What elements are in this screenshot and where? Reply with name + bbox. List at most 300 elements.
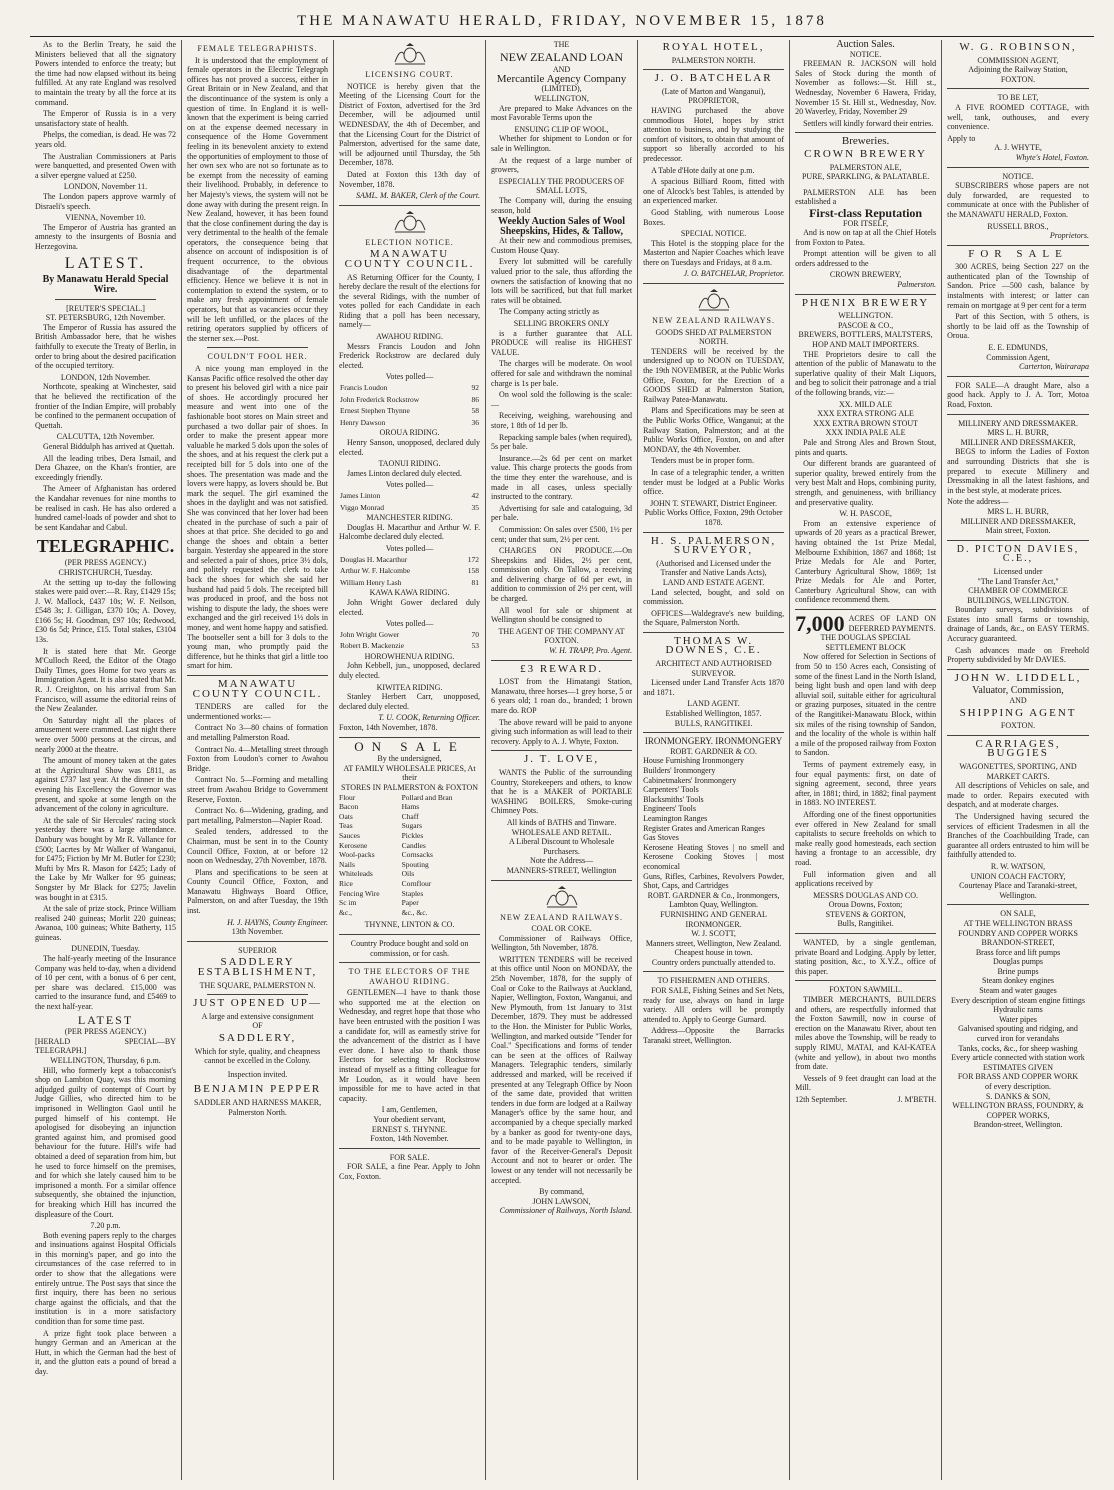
signature: W. H. TRAPP, Pro. Agent. — [549, 646, 633, 656]
column-1 — [30, 40, 182, 1480]
dateline: CALCUTTA, 12th November. — [56, 432, 155, 442]
dateline: ST. PETERSBURG, 12th November. — [45, 313, 166, 323]
divider — [339, 737, 480, 738]
ad-text: Valuator, Commission, — [972, 685, 1064, 697]
goods-item: &c., — [339, 907, 352, 917]
ad-text: THE Proprietors desire to call the attention of the public of Manawatu to the superlative quality of their Malt Liquors, and beg to solicit their patronage and a trial of the following brands, viz:— — [795, 349, 937, 397]
robinson-heading: W. G. ROBINSON, — [959, 41, 1077, 53]
carriages-heading: CARRIAGES, BUGGIES — [975, 737, 1061, 760]
ad-text: Douglas H. Macarthur and Arthur W. F. Halcombe declared duly elected. — [339, 522, 481, 542]
ad-text: Sealed tenders, addressed to the Chairman, must be sent in to the County Council Office, Foxton, at or before 12 noon on Wednesday, 27th November, 1878. — [187, 827, 329, 866]
column-4 — [486, 40, 638, 1480]
ad-text: TENDERS are called for the undermentioned works:— — [187, 702, 329, 721]
ad-text: A FIVE ROOMED COTTAGE, with well, tank, outhouses, and every convenience. — [947, 102, 1089, 132]
vote-count: 36 — [471, 417, 480, 427]
goods-item: Sugars — [401, 821, 423, 831]
article-text: A nice young man employed in the Kansas Pacific office resolved the other day to present his beloved girl with a nice pair of shoes. He accordingly procured her measure and went into one of the fashionable boot stores on Main street and purchased a two dollar pair of shoes. In order to make the present appear more valuable he marked 5 dols upon the soles of the shoes, and at his request the clerk put a receipted bill for 5 dols into one of the shoes. The presentation was made and the lovers were happy, as lovers should be. But mark the sequel. The girl examined the shoes in the daylight and was not satisfied. She was convinced that her lover had been cheated in the purchase of such a pair of shoes at that price. She decided to go and change the shoes and obtain a better bargain. Yesterday she appeared in the store and selected a pair of shoes, price 3½ dols, and politely requested the clerk to take back the shoes for which she said her husband had paid 5 dols. The receipted bill was produced in proof, and the boss not wishing to dispute the lady, the shoes were exchanged and the girl received 1½ dols in money, and went home happy and satisfied. The bootseller sent a bill for 3 dols to the young man, who promptly paid the difference, but he thinks that girl a little too smart for him. — [187, 364, 329, 671]
ad-text: STORES IN PALMERSTON & FOXTON — [341, 783, 479, 792]
firm-name: S. DANKS & SON, — [985, 1091, 1051, 1101]
firm-name: THYNNE, LINTON & CO. — [364, 920, 455, 930]
royal-crest-icon — [391, 210, 429, 234]
vote-count: 35 — [471, 502, 480, 512]
ad-text: Full information given and all applications received by — [795, 869, 937, 889]
article-text: At the sale of prize stock, Prince William realised 240 guineas; Morlit 220 guineas; Awanoa, 100 guineas; White Batherty, 115 guineas. — [35, 904, 177, 942]
article-text: Hill, who formerly kept a tobacconist's shop on Lambton Quay, was this morning adjudged guilty of contempt of Court by Judge Gillies, who directed him to be imprisoned in Wellington Gaol until he purged himself of his contempt. He apologised for disobeying an injunction granted against him, and promised good behaviour for the future. Hill's wife had obtained a deed of separation from him, but he used to force himself on the premises, and for which she lately caused him to be imprisoned a month. For a similar offence subsequently, she obtained the injunction, for breaking which Hill has incurred the displeasure of the Court. — [35, 1065, 177, 1219]
ad-text: FOR BRASS AND COPPER WORK — [957, 1072, 1079, 1082]
fishermen-heading: TO FISHERMEN AND OTHERS. — [657, 976, 770, 986]
ad-text: Adjoining the Railway Station, — [968, 65, 1068, 75]
divider — [795, 933, 936, 934]
royal-crest-icon — [391, 42, 429, 66]
ad-text: The Company will, during the ensuing season, hold — [491, 195, 633, 215]
ad-text: A Table d'Hote daily at one p.m. — [651, 165, 755, 175]
ironmongery-item: Guns, Rifles, Carbines, Revolvers Powder, Shot, Caps, and Cartridges — [643, 871, 785, 891]
article-text: The Emperor of Austria has granted an amnesty to the insurgents of Bosnia and Herzegovina. — [35, 222, 177, 251]
ad-text: NOTICE is hereby given that the Meeting of the Licensing Court for the District of Foxton, advertised for the 3rd December, will be adjourned until WEDNESDAY, the 4th of December, and that the Licensing Court for the District of Palmerston, advertised for the same date, will be adjourned until Thursday, the 5th December, 1878. — [339, 81, 481, 168]
ad-address: Main street, Foxton. — [985, 526, 1051, 536]
ad-text: AND — [552, 65, 571, 75]
ad-text: FOR SALE—A draught Mare, also a good hack. Apply to J. A. Torr, Motoa Road, Foxton. — [947, 380, 1089, 409]
ad-address: Oroua Downs, Foxton; — [828, 900, 903, 910]
divider — [947, 669, 1089, 670]
ad-text: Public Works Office, Foxton, 29th October 1878. — [644, 508, 783, 527]
firm-name: MESSRS DOUGLAS AND CO. — [813, 890, 919, 900]
ad-text: FOR SALE, Fishing Seines and Set Nets, ready for use, always on hand in large variety. All orders will be promptly attended to. Apply to George Gurnard. — [643, 986, 785, 1024]
acres-text: ACRES OF LAND ON DEFERRED PAYMENTS. — [848, 614, 937, 633]
riding-name: AWAHOU RIDING. — [376, 332, 443, 342]
riding-name: OROUA RIDING. — [379, 428, 440, 438]
article-text: The Emperor of Russia is in a very unsatisfactory state of health. — [35, 109, 177, 128]
candidate-name: Ernest Stephen Thynne — [340, 406, 410, 416]
goods-row — [339, 898, 480, 908]
riding-name: KAWA KAWA RIDING. — [369, 588, 450, 598]
ad-text: And is now on tap at all the Chief Hotels from Foxton to Patea. — [795, 228, 937, 247]
female-telegraphists-heading: FEMALE TELEGRAPHISTS. — [197, 44, 318, 53]
reputation-heading: First-class Reputation — [809, 205, 923, 220]
ad-text: Repacking sample bales (when required), 5s per bale. — [491, 432, 633, 452]
divider — [795, 609, 936, 610]
onsale-heading: ON SALE, — [1000, 909, 1036, 919]
divider — [339, 1148, 480, 1149]
ironmongery-item: Blacksmiths' Tools — [643, 794, 704, 804]
candidate-name: Robert B. Mackenzie — [340, 641, 404, 651]
article-text: All the leading tribes, Dera Ismail, and Dera Ghazee, on the Khan's frontier, are exceedingly friendly. — [35, 453, 177, 482]
divider — [947, 167, 1089, 168]
ad-text: Commission: On sales over £500, 1½ per cent; under that sum, 2½ per cent. — [491, 524, 633, 544]
ad-text: This Hotel is the stopping place for the Masterton and Napier Coaches which leave there on Tuesdays and Fridays, at 8 a.m. — [643, 238, 785, 267]
goods-row — [339, 812, 480, 822]
goods-item: Oats — [339, 811, 353, 821]
brass-list — [947, 948, 1089, 1063]
ad-text: Henry Sanson, unopposed, declared duly elected. — [339, 438, 481, 457]
firm-name: A. J. WHYTE, — [994, 143, 1042, 153]
signature: SAML. M. BAKER, Clerk of the Court. — [356, 191, 481, 201]
votes-table — [339, 629, 480, 652]
contract-item: Contract No. 6—Widening, grading, and part metalling, Palmerston—Napier Road. — [187, 806, 329, 825]
firm-name: ROBT. GARDNER & CO. — [670, 746, 757, 756]
divider — [491, 660, 632, 661]
article-text: Northcote, speaking at Winchester, said that he believed the rectification of the frontier of the Indian Empire, will probably be confined to the permanent occupation of Quettah. — [35, 382, 177, 430]
divider — [643, 632, 784, 633]
ad-text: Commission Agent, — [986, 352, 1050, 362]
riding-name: KIWITEA RIDING. — [376, 682, 443, 692]
phoenix-heading: PHŒNIX BREWERY — [801, 296, 930, 309]
ad-text: COMMISSION AGENT, — [977, 55, 1059, 65]
dateline: WELLINGTON, Thursday, 6 p.m. — [50, 1056, 161, 1065]
ad-text: On wool sold the following is the scale:— — [491, 390, 633, 409]
royal-crest-icon — [543, 885, 581, 909]
ironmongery-heading: IRONMONGERY. IRONMONGERY — [644, 736, 783, 747]
ad-text: BEGS to inform the Ladies of Foxton and surrounding Districts that she is prepared to execute Millinery and Dressmaking in all the latest fashions, and in the best style, at moderate prices. — [947, 447, 1089, 495]
contract-item: Contract No. 4—Metalling street through Foxton from Loudon's corner to Awahou Bridge. — [187, 744, 329, 773]
ad-text: LAND AND ESTATE AGENT. — [662, 577, 765, 587]
goods-row — [339, 850, 480, 860]
goods-item: Fencing Wire — [339, 888, 380, 898]
ad-text: Boundary surveys, subdivisions of Estates into small farms or township, drainage of Lands, &c., on EASY TERMS. Accuracy guaranteed. — [947, 605, 1089, 644]
divider — [339, 205, 480, 206]
candidate-name: James Linton — [340, 490, 381, 500]
millinery-heading: MILLINERY AND DRESSMAKER. — [958, 418, 1078, 428]
ad-address: MANNERS-STREET, Wellington — [506, 865, 617, 875]
ad-text: Tenders must be in proper form. — [651, 456, 755, 466]
brass-item: Every description of steam engine fittings — [951, 995, 1086, 1005]
ad-text: of every description. — [985, 1082, 1052, 1091]
telegraphic-heading: TELEGRAPHIC. — [36, 536, 175, 557]
ironmongery-item: Cabinetmakers' Ironmongery — [643, 775, 737, 785]
ad-address: Carterton, Wairarapa — [1019, 362, 1089, 372]
ad-text: All wool for sale or shipment at Wellington should be consigned to — [491, 605, 633, 625]
firm-name: MRS L. H. BURR, — [987, 506, 1049, 516]
pepper-name: BENJAMIN PEPPER — [193, 1083, 322, 1096]
ad-text: A spacious Billiard Room, fitted with one of Alcock's best Tables, is attended by an experienced marker. — [643, 177, 785, 206]
latest-heading: LATEST. — [64, 255, 147, 273]
downes-heading: THOMAS W. DOWNES, C.E. — [665, 634, 762, 657]
ad-text: By the undersigned, — [377, 754, 442, 764]
ad-date: Foxton, 14th November, 1878. — [339, 723, 438, 733]
ad-text: The charges will be moderate. On wool offered for sale and withdrawn the nominal charge is 1s per bale. — [491, 359, 633, 388]
goods-item: Cornsacks — [401, 850, 433, 860]
riding-name: MANCHESTER RIDING. — [366, 513, 453, 523]
votes-label: Votes polled— — [385, 619, 434, 629]
brass-item: Steam and water gauges — [979, 986, 1057, 996]
goods-row — [339, 802, 480, 812]
dateline: DUNEDIN, Tuesday. — [71, 944, 140, 954]
ad-text: A large and extensive consignment — [201, 1011, 314, 1021]
ad-text: Settlers will kindly forward their entries. — [803, 118, 934, 128]
dateline: VIENNA, November 10. — [65, 213, 146, 223]
vote-row — [339, 554, 480, 566]
goods-item: Sauces — [339, 830, 360, 840]
ad-date: 12th September. — [795, 1094, 848, 1104]
column-7 — [942, 40, 1094, 1480]
royal-crest-icon — [695, 288, 733, 312]
vote-count: 92 — [471, 383, 480, 393]
ad-text: THE — [553, 40, 570, 49]
goods-item: Candles — [401, 840, 426, 850]
article-text: The Emperor of Russia has assured the British Ambassador here, that he wishes faithfully to execute the Treaty of Berlin, in order to bring about the desired pacification of the occupied territory. — [35, 322, 177, 371]
signature: T. U. COOK, Returning Officer. — [378, 713, 481, 723]
ad-text: (Late of Marton and Wanganui), — [661, 86, 766, 96]
ad-text: James Linton declared duly elected. — [347, 468, 462, 478]
goods-item: Spouting — [401, 859, 429, 869]
ad-text: Dated at Foxton this 13th day of November, 1878. — [339, 169, 481, 189]
ad-text: Note the address— — [947, 497, 1009, 507]
article-text: The Ameer of Afghanistan has ordered the Kandahar revenues for nine months to be realised in cash. He has also ordered a hundred camel-loads of powder and shot to be sent Kandahar and Cabul. — [35, 484, 177, 532]
council-heading: MANAWATU COUNTY COUNCIL. — [344, 248, 475, 270]
latest-subheading: By Manawatu Herald Special Wire. — [42, 274, 169, 296]
ad-text: TENDERS will be received by the undersigned up to NOON on TUESDAY, the 19th NOVEMBER, at the Public Works Office, Foxton, for the Erection of a GOODS SHED at Palmerston Station, Railway Patea-Manawatu. — [643, 346, 785, 404]
ad-text: Our different brands are guaranteed of superior quality, brewed entirely from the very best Malt and Hops, combining purity, strength, and genuineness, with brilliancy and preservative quality. — [795, 459, 937, 507]
vote-row — [339, 394, 480, 406]
column-3 — [334, 40, 486, 1480]
ad-address: PALMERSTON NORTH. — [671, 55, 756, 65]
goods-item: Hams — [401, 802, 420, 812]
brass-item: Steam donkey engines — [982, 976, 1055, 986]
ad-text: Stanley Herbert Carr, unopposed, declared duly elected. — [339, 692, 481, 711]
article-text: The London papers approve warmly of Disraeli's speech. — [35, 191, 177, 211]
goods-item: Wool-packs — [339, 850, 375, 860]
picton-heading: D. PICTON DAVIES, C.E., — [956, 543, 1080, 565]
divider — [339, 962, 480, 963]
ad-text: SUPERIOR — [238, 945, 277, 955]
divider — [795, 980, 936, 981]
brand-item: XX. MILD ALE — [839, 399, 893, 409]
article-text: The amount of money taken at the gates at the Agricultural Show was £811, as against £737 last year. At the dinner in the evening his Excellency the Governor was present, and spoke at some length on the advancement of the colony in agriculture. — [35, 756, 177, 814]
ad-address: THE SQUARE, PALMERSTON N. — [199, 980, 316, 990]
brass-item: Brass force and lift pumps — [975, 947, 1061, 957]
riding-name: TAONUI RIDING. — [378, 459, 441, 469]
ad-text: OFFICES—Waldegrave's new building, the Square, Palmerston North. — [643, 608, 785, 628]
ad-text: GOODS SHED AT PALMERSTON NORTH. — [655, 327, 772, 347]
divider — [207, 994, 308, 995]
goods-item: Staples — [401, 888, 424, 898]
ad-text: Cash advances made on Freehold Property subdivided by Mr DAVIES. — [947, 645, 1089, 665]
ad-text: Whether for shipment to London or for sale in Wellington. — [491, 134, 633, 153]
reward-heading: £3 REWARD. — [520, 662, 604, 675]
firm-name: PASCOE & CO., — [837, 320, 894, 330]
ad-text: THE DOUGLAS SPECIAL SETTLEMENT BLOCK — [820, 633, 911, 652]
election-heading: ELECTION NOTICE. — [365, 237, 454, 247]
ad-text: Licensed under Land Transfer Acts 1870 and 1871. — [643, 678, 785, 697]
vote-row — [339, 382, 480, 394]
brass-item: Tanks, cocks, &c., for sheep washing — [958, 1043, 1078, 1053]
firm-name: UNION COACH FACTORY, — [970, 871, 1066, 881]
ad-text: (LIMITED), — [541, 84, 582, 94]
ad-text: WRITTEN TENDERS will be received at this office until Noon on MONDAY, the 25th November, 1878, for the supply of Coal or Coke to the Railways at Auckland, Napier, Wellington, Foxton, Wanganui, and New Plymouth, from 1st January to 31st December, 1879. They must be addressed to the Hon. the Minister for Public Works, Wellington, and marked outside "Tender for Coal." Specifications and forms of tender can be seen at the offices of Railway Managers. Telegraphic tenders, similarly addressed and marked, will be received if presented at any Telegraph Office by Noon of the same date, provided that written tenders in due form are lodged at a Railway Manager's office by the same hour, and accompanied by a cheque specially marked by a banker as good for twenty-one days, and to be made payable to Wellington, in favor of the Receiver-General's Deposit Account and not to bearer or order. The lowest or any tender will not necessarily be accepted. — [491, 954, 633, 1185]
vote-count: 53 — [471, 641, 480, 651]
council-heading: MANAWATU COUNTY COUNCIL. — [192, 678, 323, 700]
brass-item: Hydraulic rams — [993, 1005, 1043, 1015]
brand-item: XXX INDIA PALE ALE — [825, 428, 906, 438]
brass-item: Brine pumps — [997, 966, 1039, 976]
candidate-name: Viggo Monrad — [340, 502, 384, 512]
signature: JOHN T. STEWART, District Engineer. — [650, 498, 777, 508]
ad-text: SELLING BROKERS ONLY — [513, 319, 610, 329]
ad-text: THE AGENT OF THE COMPANY AT FOXTON. — [498, 626, 625, 646]
vote-count: 58 — [471, 406, 480, 416]
forsale-heading: FOR SALE — [968, 247, 1068, 260]
vote-count: 158 — [467, 566, 480, 576]
ad-text: Every lot submitted will be carefully valued prior to the sale, thus affording the owners the satisfaction of knowing that no lots will be sacrificed, but that full market rates will be obtained. — [491, 257, 633, 305]
ad-text: In case of a telegraphic tender, a written tender must be lodged at a Public Works office. — [643, 467, 785, 497]
goods-item: Paper — [401, 898, 419, 908]
ad-address: Whyte's Hotel, Foxton. — [1015, 152, 1089, 162]
source-tag: (PER PRESS AGENCY.) — [64, 1027, 147, 1037]
ad-text: The Company acting strictly as — [499, 307, 600, 317]
notice-heading: NOTICE. — [1002, 171, 1034, 181]
ad-text: LAND AGENT. — [687, 699, 740, 709]
ad-text: AT THE WELLINGTON BRASS FOUNDRY AND COPPER WORKS — [958, 918, 1078, 938]
ad-text: Prompt attention will be given to all orders addressed to the — [795, 249, 937, 268]
ad-text: Now offered for Selection in Sections of from 50 to 150 Acres each, Consisting of some of the finest Land in the North Island, being light bush and open land with deep alluvial soil, suitable either for agricultural or grazing purposes, situated in the centre of the Rangitikei-Manawatu Block, within six miles of the rising township of Sandon, and the locality of the whole is within half a mile of the proposed railway from Foxton to Sandon. — [795, 652, 937, 758]
goods-item: Whiteleads — [339, 869, 373, 879]
goods-item: Kerosene — [339, 840, 368, 850]
ad-text: GENTLEMEN—I have to thank those who supported me at the election on Wednesday, and regret hope that those who have been entrusted with the position I was a candidate for, will as earnestly strive for the advancement of the district as I have ever done. I have also to thank those Electors for selecting Mr Rockstrow instead of myself as a fitting colleague for Mr Loudon, as it would have been impossible for me to have acted in that capacity. — [339, 988, 481, 1103]
ad-text: Terms of payment extremely easy, in four equal payments: first, on date of signing agreement, second, three years after, in 1881; third, in 1882; final payment in 1883. NO INTEREST. — [795, 759, 937, 808]
ad-text: At their new and commodious premises, Custom House Quay. — [491, 236, 633, 255]
vote-count: 172 — [467, 554, 480, 564]
railways-heading: NEW ZEALAND RAILWAYS. — [500, 912, 623, 922]
article-text: As to the Berlin Treaty, he said the Ministers believed that all the signatory Powers intended to enforce the treaty; but the time had now elapsed without its being fulfilled. At any rate England was resolved to maintain the treaty by all the force at its command. — [35, 40, 177, 107]
dateline: LONDON, November 11. — [63, 182, 148, 192]
ad-address: Manners street, Wellington, New Zealand. — [645, 938, 782, 948]
goods-item: Nails — [339, 859, 355, 869]
vote-row — [339, 640, 480, 652]
article-text: On Saturday night all the places of amusement were crammed. Last night there were over 5000 persons at the circus, and nearly 2000 at the theatre. — [35, 715, 177, 754]
source-tag: [HERALD SPECIAL—BY TELEGRAPH.] — [35, 1036, 177, 1056]
ad-address: FOXTON. — [1000, 74, 1036, 84]
goods-row — [339, 841, 480, 851]
ad-text: The Undersigned having secured the services of efficient Tradesmen in all the Branches of the Coachbuilding Trade, can guarantee all orders entrusted to him will be faithfully attended to. — [947, 811, 1089, 860]
votes-label: Votes polled— — [385, 543, 434, 553]
ad-text: Plans and Specifications may be seen at the Public Works Office, Wanganui; at the Railway Station, Palmerston; and at the Public Works Office, Foxton, on and after MONDAY, the 4th November. — [643, 406, 785, 454]
ad-text: Are prepared to Make Advances on the most Favorable Terms upon the — [491, 103, 633, 123]
divider — [947, 540, 1089, 541]
article-text: The half-yearly meeting of the Insurance Company was held to-day, when a dividend of 10 per cent, with a bonus of 6 per cent, per share was declared. £15,000 was carried to the insurance fund, and £5469 to the next half-year. — [35, 954, 177, 1012]
vote-row — [339, 502, 480, 514]
votes-table — [339, 490, 480, 513]
divider — [491, 880, 632, 881]
onsale-heading: ON SALE — [354, 738, 465, 754]
ad-text: By command, — [539, 1187, 584, 1197]
goods-item: Teas — [339, 821, 353, 831]
ad-text: Apply to — [947, 133, 976, 143]
ironmongery-item: Kerosene Heating Stoves | no smell and Kerosene Cooking Stoves | most economical — [643, 842, 785, 871]
goods-item: Sc im — [339, 898, 357, 908]
shipping-heading: SHIPPING AGENT — [959, 706, 1077, 719]
divider — [795, 132, 936, 133]
ad-text: SPECIAL NOTICE. — [680, 229, 747, 239]
column-2 — [182, 40, 334, 1480]
ad-text: AND — [1009, 696, 1027, 706]
ad-text: Land selected, bought, and sold on commission. — [643, 587, 785, 607]
ad-text: A Liberal Discount to Wholesale Purchasers. — [508, 837, 615, 856]
ad-text: WELLINGTON, — [534, 93, 589, 103]
goods-row — [339, 869, 480, 879]
saddlery-heading: SADDLERY ESTABLISHMENT, — [197, 956, 318, 979]
goods-row — [339, 821, 480, 831]
ad-text: Country Produce bought and sold on commission, or for cash. — [350, 938, 469, 958]
column-6 — [790, 40, 942, 1480]
notice-heading: NOTICE. — [849, 49, 882, 59]
ad-text: WANTS the Public of the surrounding Country, Storekeepers and others, to know that he is a MAKER of PORTABLE WASHING BOILERS, Smoke-curing Chimney Pots. — [491, 767, 633, 816]
latest2-heading: LATEST — [77, 1012, 134, 1027]
goods-item: Bacon — [339, 802, 359, 812]
ad-address: Brandon-street, Wellington. — [973, 1120, 1063, 1130]
votes-table — [339, 382, 480, 428]
signature: ERNEST S. THYNNE. — [371, 1124, 448, 1134]
article-text: At the sale of Sir Hercules' racing stock yesterday there was a large attendance. Danbury was bought by Mr R. Vallance for £500; Lacrtes by Mr Walker of Wanganui, for £475; Fiction by Mr M. Butler for £230; Mufti by Mrs R. Mason for £425; Lady of the Lake by Mr Walker for 95 guineas; Songster by Mr Black for £275; Javelin was bought in at £315. — [35, 815, 177, 902]
goods-table — [339, 793, 480, 918]
ad-text: Your obedient servant, — [373, 1115, 446, 1124]
vote-row — [339, 417, 480, 429]
ad-text: FOR ITSELF, — [843, 218, 889, 228]
ironmongery-item: Gas Stoves — [643, 833, 679, 843]
ironmongery-item: Carpenters' Tools — [643, 785, 699, 795]
ad-text: CROWN BREWERY, — [829, 270, 902, 280]
ad-text: PURE, SPARKLING, & PALATABLE. — [801, 172, 930, 182]
divider — [491, 750, 632, 751]
ad-text: Messrs Francis Loudon and John Frederick Rockstrow are declared duly elected. — [339, 341, 481, 370]
article-text: It is understood that the employment of female operators in the Electric Telegraph offices has not proved a success, either in Great Britain or in New Zealand, and that the discontinuance of the system is only a question of time. In England it is well-known that the experiment is being carried on at the expense deemed necessary in consequence of the Home Government feeling in its benevolent anxiety to extend the opportunities of employment to those of her own sex who are not so fortunate as to be exempt from the necessity of earning their livelihood. Probably, in deference to her Majesty's views, the system will not be done away with during the present reign. In New Zealand, however, it has been found that the close confinement during the day is very detrimental to the health of the female operators, the consequence being that absence on account of indisposition is of frequent occurrence, to the obvious disadvantage of the departmental efficiency. Hence we believe it is not in contemplation to extend the system, or to make any fresh appointment of female operators, but that as vacancies occur they will be left unfilled, or the places of the retiring operators supplied by officers of the sterner sex.—Post. — [187, 55, 329, 343]
ad-text: WELLINGTON BRASS, FOUNDRY, & COPPER WORKS, — [952, 1101, 1084, 1120]
ad-text: John Kebbell, jun., unopposed, declared duly elected. — [339, 661, 481, 681]
divider — [187, 675, 328, 676]
contract-item: Contract No 3—80 chains of formation and metalling Palmerston Road. — [187, 723, 329, 742]
ad-text: All descriptions of Vehicles on sale, and made to order. Repairs executed with despatch, and at moderate charges. — [947, 781, 1089, 810]
divider — [643, 69, 784, 70]
vote-count: 42 — [471, 490, 480, 500]
ad-text: ENSUING CLIP OF WOOL, — [514, 124, 609, 134]
acres-figure: 7,000 — [795, 610, 845, 636]
brass-item: Galvanised spouting and ridging, and curved iron for verandahs — [958, 1024, 1078, 1044]
votes-label: Votes polled— — [385, 480, 434, 490]
ad-text: (Authorised and Licensed under the Transfer and Native Lands Acts), — [656, 558, 771, 578]
vote-row — [339, 405, 480, 417]
electors-heading: TO THE ELECTORS OF THE AWAHOU RIDING. — [348, 967, 471, 986]
votes-label: Votes polled— — [385, 372, 434, 382]
signature: W. H. PASCOE, — [839, 509, 892, 519]
goods-row — [339, 879, 480, 889]
ad-text: John Wright Gower declared duly elected. — [339, 597, 481, 617]
ad-address: BRANDON-STREET, — [981, 938, 1055, 948]
vote-count: 86 — [471, 394, 480, 404]
divider — [55, 299, 156, 300]
divider — [795, 294, 936, 295]
railways-heading: NEW ZEALAND RAILWAYS. — [652, 316, 775, 326]
ad-text: COAL OR COKE. — [531, 924, 592, 934]
signature: H. J. HAYNS, County Engineer. — [227, 917, 329, 927]
divider — [947, 245, 1089, 246]
ad-text: Good Stabling, with numerous Loose Boxes. — [643, 207, 785, 227]
brands-list — [795, 400, 936, 438]
ad-address: CHAMBER OF COMMERCE BUILDINGS, WELLINGTON. — [967, 586, 1069, 605]
ad-text: ESPECIALLY THE PRODUCERS OF SMALL LOTS, — [498, 176, 625, 196]
columns — [30, 40, 1094, 1480]
ad-text: TIMBER MERCHANTS, BUILDERS and others, are respectfully informed that the Foxton Sawmill, now in course of erection on the Manawatu River, about ten miles above the Township, will be ready to supply RIMU, MATAI, and KAI-KATEA (white and yellow), in about two months from date. — [795, 995, 937, 1072]
ad-text: Insurance.—2s 6d per cent on market value. This charge protects the goods from the time they enter the warehouse, and is made in all cases, unless specially instructed to the contrary. — [491, 453, 633, 502]
ad-text: Commissioner of Railways, North Island. — [499, 1206, 633, 1216]
ad-text: ESTIMATES GIVEN — [983, 1062, 1054, 1072]
ironmongery-item: Engineers' Tools — [643, 804, 697, 814]
ad-text: ARCHITECT AND AUTHORISED SURVEYOR. — [655, 659, 772, 678]
ad-text: is a further guarantee that ALL PRODUCE will realise its HIGHEST VALUE. — [491, 328, 633, 357]
dateline: LONDON, 12th November. — [60, 372, 151, 382]
ad-address: FOXTON. — [1000, 721, 1036, 731]
contract-item: Contract No. 5—Forming and metalling street from Awahou Bridge to Government Reserve, Foxton. — [187, 775, 329, 804]
brand-item: XXX EXTRA STRONG ALE — [817, 409, 914, 419]
ad-text: Affording one of the finest opportunities ever offered in New Zealand for small capitalists to secure freeholds on which to make really good homesteads, each section having a frontage to an accessible, dry road. — [795, 809, 937, 867]
